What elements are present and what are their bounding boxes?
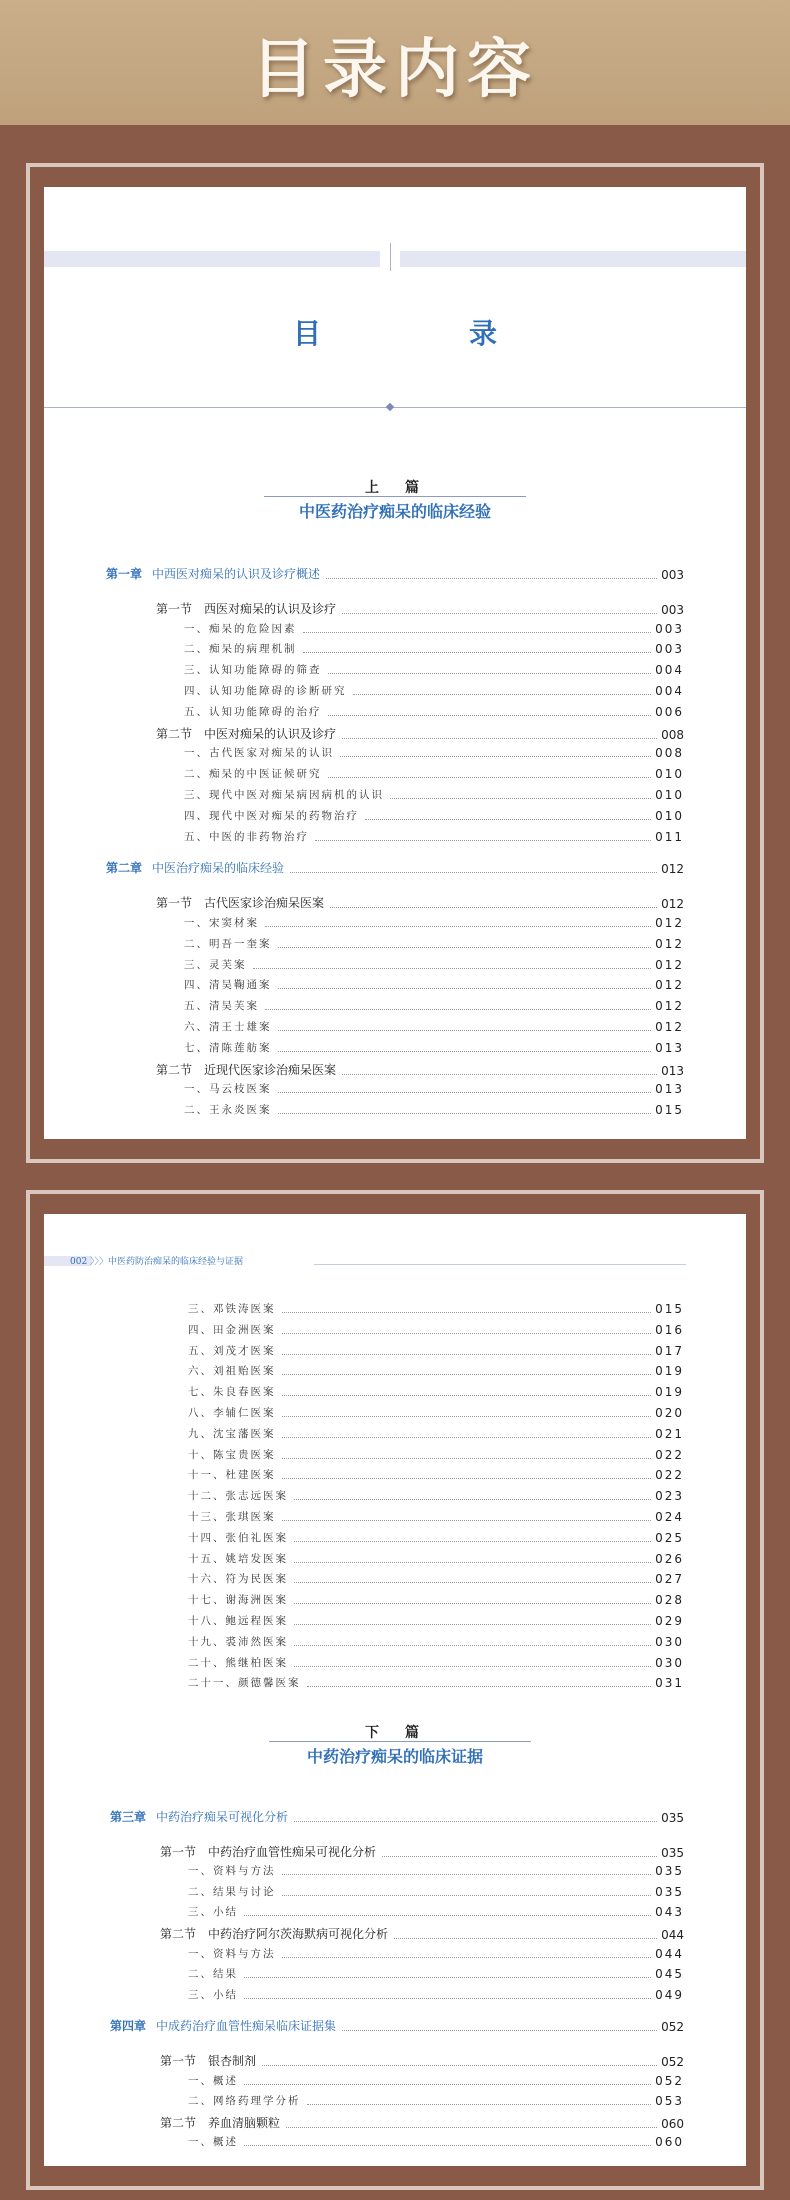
dot-leader	[282, 1874, 652, 1875]
toc-entry-item	[188, 2093, 684, 2108]
chapter-title: 中医治疗痴呆的临床经验	[152, 861, 285, 876]
page-number: 019	[655, 1385, 684, 1400]
entry-title: 二、网络药理学分析	[188, 2095, 301, 2108]
page-number: 017	[655, 1343, 684, 1358]
dot-leader	[278, 988, 652, 989]
chapter-number: 第二章	[106, 861, 143, 876]
chapter-number: 第三章	[110, 1810, 147, 1824]
toc-entry-item	[188, 1634, 684, 1649]
toc-entry-section	[156, 1061, 684, 1078]
entry-title: 第一节 银杏制剂	[160, 2054, 257, 2068]
dot-leader	[353, 694, 652, 695]
toc-entry-item	[188, 1301, 684, 1316]
dot-leader	[282, 1957, 652, 1958]
page-number: 010	[655, 788, 684, 802]
toc-entry-chapter	[106, 859, 684, 876]
dot-leader	[394, 1938, 657, 1939]
toc-entry-section	[156, 600, 684, 617]
dot-leader	[286, 2127, 657, 2128]
page-number: 044	[655, 1946, 684, 1961]
entry-title: 二、痴呆的病理机制	[184, 643, 297, 656]
part-title: 中药治疗痴呆的临床证据	[306, 1747, 483, 1766]
page-number: 013	[661, 1063, 684, 1078]
dot-leader	[326, 578, 657, 579]
entry-title: 八、李辅仁医案	[188, 1407, 276, 1419]
dot-leader	[282, 1458, 652, 1459]
entry-title: 一、概述	[188, 2136, 238, 2149]
entry-title: 十二、张志远医案	[188, 1490, 288, 1503]
chapter-title: 中药治疗痴呆可视化分析	[156, 1810, 289, 1824]
toc-entry-item	[188, 2134, 684, 2149]
entry-title: 六、刘祖贻医案	[188, 1365, 276, 1378]
toc-entry-section	[160, 1925, 684, 1942]
page-number: 008	[661, 727, 684, 742]
toc-entry-item	[188, 1987, 684, 2002]
page-number: 060	[655, 2135, 684, 2150]
entry-title: 一、痴呆的危险因素	[184, 622, 297, 635]
dot-leader	[282, 1478, 652, 1479]
entry-title: 二十、熊继柏医案	[188, 1656, 288, 1669]
page-number: 022	[655, 1447, 684, 1462]
page-frame-2	[26, 1190, 764, 2190]
heading-rule	[44, 407, 746, 408]
page-frame-1	[26, 163, 764, 1163]
toc-heading: 目 录	[292, 317, 557, 350]
dot-leader	[253, 968, 652, 969]
page-number: 020	[655, 1406, 684, 1420]
entry-title: 十一、杜建医案	[188, 1469, 276, 1482]
page-number: 019	[655, 1364, 684, 1379]
dot-leader	[294, 1645, 651, 1646]
page-number: 025	[655, 1530, 684, 1545]
dot-leader	[390, 798, 651, 799]
page-number: 030	[655, 1634, 684, 1649]
toc-entry-item	[188, 1363, 684, 1378]
toc-entry-item	[188, 1613, 684, 1628]
dot-leader	[262, 2065, 657, 2066]
entry-title: 三、邓铁涛医案	[188, 1303, 276, 1315]
entry-title: 五、认知功能障碍的治疗	[184, 705, 322, 718]
page-number: 026	[655, 1551, 684, 1566]
dot-leader	[294, 1562, 651, 1563]
toc-entry-item	[188, 1551, 684, 1566]
toc-entry-item	[184, 766, 684, 781]
chapter-number: 第四章	[110, 2019, 147, 2034]
heading-rule-ornament	[386, 403, 394, 411]
toc-entry-item	[184, 1019, 684, 1034]
entry-title: 十六、符为民医案	[188, 1573, 288, 1586]
page-number: 030	[655, 1655, 684, 1670]
toc-entry-item	[184, 745, 684, 760]
page-number: 052	[655, 2073, 684, 2088]
toc-entry-chapter	[106, 565, 684, 582]
page-number: 012	[655, 936, 684, 951]
dot-leader	[342, 738, 657, 739]
toc-entry-item	[188, 1447, 684, 1462]
toc-entry-item	[188, 1467, 684, 1482]
dot-leader	[290, 872, 657, 873]
entry-title: 二、结果	[188, 1968, 238, 1981]
page-number: 016	[655, 1322, 684, 1337]
entry-title: 四、清吴鞠通案	[184, 979, 272, 992]
dot-leader	[282, 1312, 652, 1313]
entry-title: 第一节 中药治疗血管性痴呆可视化分析	[160, 1844, 377, 1859]
entry-title: 三、灵芙案	[184, 958, 247, 971]
entry-title: 九、沈宝藩医案	[188, 1427, 276, 1440]
part-label: 下 篇	[365, 1725, 425, 1741]
page-number: 003	[655, 642, 684, 657]
entry-title: 一、资料与方法	[188, 1865, 276, 1878]
toc-entry-item	[184, 621, 684, 636]
page-number: 035	[661, 1845, 684, 1860]
page-number: 035	[655, 1864, 684, 1879]
entry-title: 七、朱良春医案	[188, 1386, 276, 1399]
toc-entry-item	[188, 1655, 684, 1670]
page-number: 003	[661, 602, 684, 617]
toc-entry-section	[156, 894, 684, 911]
page-number: 012	[655, 978, 684, 993]
dot-leader	[294, 1603, 651, 1604]
page-number: 027	[655, 1572, 684, 1587]
page-number: 012	[655, 999, 684, 1014]
entry-title: 三、认知功能障碍的筛查	[184, 664, 322, 677]
page-number: 052	[661, 2020, 684, 2035]
header-band-divider	[390, 243, 391, 271]
toc-entry-item	[188, 1966, 684, 1981]
page-number: 013	[655, 1040, 684, 1055]
header-band	[44, 251, 380, 267]
toc-entry-item	[184, 977, 684, 992]
toc-entry-item	[184, 1102, 684, 1117]
page-number: 015	[655, 1103, 684, 1118]
entry-title: 四、田金洲医案	[188, 1323, 276, 1336]
entry-title: 第二节 中药治疗阿尔茨海默病可视化分析	[160, 1927, 389, 1941]
entry-title: 第一节 西医对痴呆的认识及诊疗	[156, 601, 337, 616]
page-number: 013	[655, 1082, 684, 1097]
dot-leader	[328, 777, 652, 778]
dot-leader	[265, 926, 651, 927]
page-number: 006	[655, 704, 684, 719]
dot-leader	[340, 756, 651, 757]
dot-leader	[294, 1624, 651, 1625]
dot-leader	[282, 1416, 652, 1417]
page-number: 028	[655, 1593, 684, 1608]
dot-leader	[278, 1051, 652, 1052]
dot-leader	[244, 1977, 651, 1978]
entry-title: 七、清陈莲舫案	[184, 1041, 272, 1054]
entry-title: 十八、鲍远程医案	[188, 1615, 288, 1627]
page-number: 053	[655, 2094, 684, 2109]
page-number: 012	[661, 862, 684, 877]
dot-leader	[282, 1895, 652, 1896]
entry-title: 三、小结	[188, 1988, 238, 2001]
dot-leader	[282, 1333, 652, 1334]
page-number: 004	[655, 684, 684, 698]
part-rule	[269, 1741, 531, 1742]
entry-title: 一、宋窦材案	[184, 917, 259, 929]
toc-entry-item	[188, 2073, 684, 2088]
dot-leader	[282, 1520, 652, 1521]
entry-title: 四、认知功能障碍的诊断研究	[184, 685, 347, 697]
running-header	[44, 1256, 746, 1266]
page-number: 044	[661, 1928, 684, 1942]
dot-leader	[244, 1998, 651, 1999]
toc-entry-item	[184, 1081, 684, 1096]
dot-leader	[282, 1354, 652, 1355]
dot-leader	[282, 1395, 652, 1396]
page-number: 012	[655, 1020, 684, 1034]
entry-title: 十五、姚培发医案	[188, 1552, 288, 1565]
dot-leader	[278, 1092, 652, 1093]
dot-leader	[342, 2030, 657, 2031]
toc-entry-item	[188, 1904, 684, 1919]
entry-title: 一、资料与方法	[188, 1947, 276, 1960]
toc-entry-item	[184, 662, 684, 677]
entry-title: 二、结果与讨论	[188, 1885, 276, 1898]
chapter-title: 中西医对痴呆的认识及诊疗概述	[152, 567, 321, 581]
dot-leader	[307, 1686, 652, 1687]
dot-leader	[244, 2084, 651, 2085]
toc-entry-item	[188, 1884, 684, 1899]
dot-leader	[282, 1437, 652, 1438]
page-number: 004	[655, 663, 684, 678]
entry-title: 五、中医的非药物治疗	[184, 830, 309, 843]
page-number: 003	[655, 621, 684, 636]
page-number: 011	[655, 829, 684, 844]
page-number: 021	[655, 1426, 684, 1441]
dot-leader	[278, 947, 652, 948]
toc-entry-item	[184, 936, 684, 951]
chapter-number: 第一章	[106, 567, 143, 581]
part-title: 中医药治疗痴呆的临床经验	[298, 502, 491, 521]
dot-leader	[330, 907, 657, 908]
dot-leader	[278, 1030, 652, 1031]
toc-entry-item	[184, 998, 684, 1013]
page-number: 052	[661, 2055, 684, 2069]
dot-leader	[307, 2104, 652, 2105]
dot-leader	[365, 819, 651, 820]
toc-entry-item	[188, 1509, 684, 1524]
dot-leader	[265, 1009, 651, 1010]
toc-entry-item	[188, 1675, 684, 1690]
page-number: 008	[655, 746, 684, 761]
toc-entry-section	[156, 725, 684, 742]
entry-title: 三、现代中医对痴呆病因病机的认识	[184, 789, 384, 801]
toc-entry-item	[188, 1946, 684, 1961]
part-label: 上 篇	[365, 480, 425, 496]
part-rule	[264, 496, 526, 497]
toc-entry-item	[188, 1343, 684, 1358]
toc-entry-item	[188, 1592, 684, 1607]
toc-entry-item	[184, 641, 684, 656]
toc-entry-item	[188, 1488, 684, 1503]
page-number: 012	[655, 957, 684, 972]
entry-title: 二、痴呆的中医证候研究	[184, 768, 322, 781]
entry-title: 五、清吴芙案	[184, 1000, 259, 1013]
running-header-text: 002 〉〉〉中医药防治痴呆的临床经验与证据	[70, 1257, 244, 1267]
toc-entry-item	[188, 1405, 684, 1420]
entry-title: 二十一、颜德馨医案	[188, 1677, 301, 1690]
dot-leader	[382, 1856, 657, 1857]
toc-entry-item	[184, 683, 684, 698]
entry-title: 三、小结	[188, 1906, 238, 1919]
toc-entry-item	[184, 787, 684, 802]
toc-entry-item	[188, 1530, 684, 1545]
entry-title: 四、现代中医对痴呆的药物治疗	[184, 809, 359, 822]
entry-title: 十三、张琪医案	[188, 1511, 276, 1523]
toc-entry-section	[160, 2052, 684, 2069]
toc-entry-item	[184, 808, 684, 823]
entry-title: 六、清王士雄案	[184, 1021, 272, 1033]
chapter-title: 中成药治疗血管性痴呆临床证据集	[156, 2019, 337, 2034]
entry-title: 第二节 近现代医家诊治痴呆医案	[156, 1062, 337, 1077]
dot-leader	[294, 1821, 657, 1822]
entry-title: 第一节 古代医家诊治痴呆医案	[156, 896, 325, 911]
entry-title: 第二节 养血清脑颗粒	[160, 2115, 281, 2130]
page-number: 024	[655, 1510, 684, 1524]
page-number: 060	[661, 2116, 684, 2131]
dot-leader	[294, 1666, 651, 1667]
page-number: 049	[655, 1987, 684, 2002]
toc-page-1	[44, 187, 746, 1139]
dot-leader	[294, 1582, 651, 1583]
dot-leader	[303, 652, 652, 653]
entry-title: 十七、谢海洲医案	[188, 1594, 288, 1607]
dot-leader	[342, 1074, 657, 1075]
toc-entry-chapter	[110, 1808, 684, 1825]
page-number: 029	[655, 1614, 684, 1628]
toc-entry-item	[188, 1863, 684, 1878]
header-band	[400, 251, 746, 267]
toc-entry-item	[184, 829, 684, 844]
page-number: 010	[655, 767, 684, 782]
dot-leader	[342, 613, 657, 614]
page-number: 035	[661, 1811, 684, 1825]
toc-page-2	[44, 1214, 746, 2166]
toc-entry-item	[188, 1322, 684, 1337]
page-number: 012	[661, 897, 684, 912]
toc-entry-item	[188, 1426, 684, 1441]
dot-leader	[244, 2145, 651, 2146]
entry-title: 一、古代医家对痴呆的认识	[184, 747, 334, 760]
page-number: 023	[655, 1489, 684, 1504]
dot-leader	[282, 1374, 652, 1375]
dot-leader	[278, 1113, 652, 1114]
page-number: 003	[661, 568, 684, 582]
page-number: 015	[655, 1302, 684, 1316]
page-number: 043	[655, 1905, 684, 1920]
page-number: 010	[655, 808, 684, 823]
dot-leader	[315, 840, 651, 841]
toc-entry-section	[160, 2114, 684, 2131]
page-number: 035	[655, 1884, 684, 1899]
page-number: 031	[655, 1676, 684, 1691]
entry-title: 二、明吾一奎案	[184, 937, 272, 950]
toc-entry-chapter	[110, 2017, 684, 2034]
banner	[0, 0, 790, 125]
dot-leader	[294, 1499, 651, 1500]
entry-title: 十四、张伯礼医案	[188, 1531, 288, 1544]
entry-title: 十九、裘沛然医案	[188, 1635, 288, 1648]
dot-leader	[244, 1915, 651, 1916]
toc-entry-item	[184, 1040, 684, 1055]
page-number: 045	[655, 1967, 684, 1982]
entry-title: 十、陈宝贵医案	[188, 1448, 276, 1461]
entry-title: 第二节 中医对痴呆的认识及诊疗	[156, 726, 337, 741]
toc-entry-item	[188, 1384, 684, 1399]
toc-entry-item	[184, 704, 684, 719]
entry-title: 一、概述	[188, 2074, 238, 2087]
entry-title: 一、马云枝医案	[184, 1083, 272, 1096]
dot-leader	[328, 715, 652, 716]
running-header-rule	[314, 1264, 686, 1265]
page-number: 022	[655, 1468, 684, 1483]
dot-leader	[328, 673, 652, 674]
entry-title: 五、刘茂才医案	[188, 1344, 276, 1357]
page-number: 012	[655, 916, 684, 930]
dot-leader	[294, 1541, 651, 1542]
toc-entry-section	[160, 1843, 684, 1860]
banner-title: 目录内容	[251, 33, 539, 107]
toc-entry-item	[188, 1571, 684, 1586]
dot-leader	[303, 632, 652, 633]
toc-entry-item	[184, 915, 684, 930]
entry-title: 二、王永炎医案	[184, 1104, 272, 1117]
toc-entry-item	[184, 957, 684, 972]
